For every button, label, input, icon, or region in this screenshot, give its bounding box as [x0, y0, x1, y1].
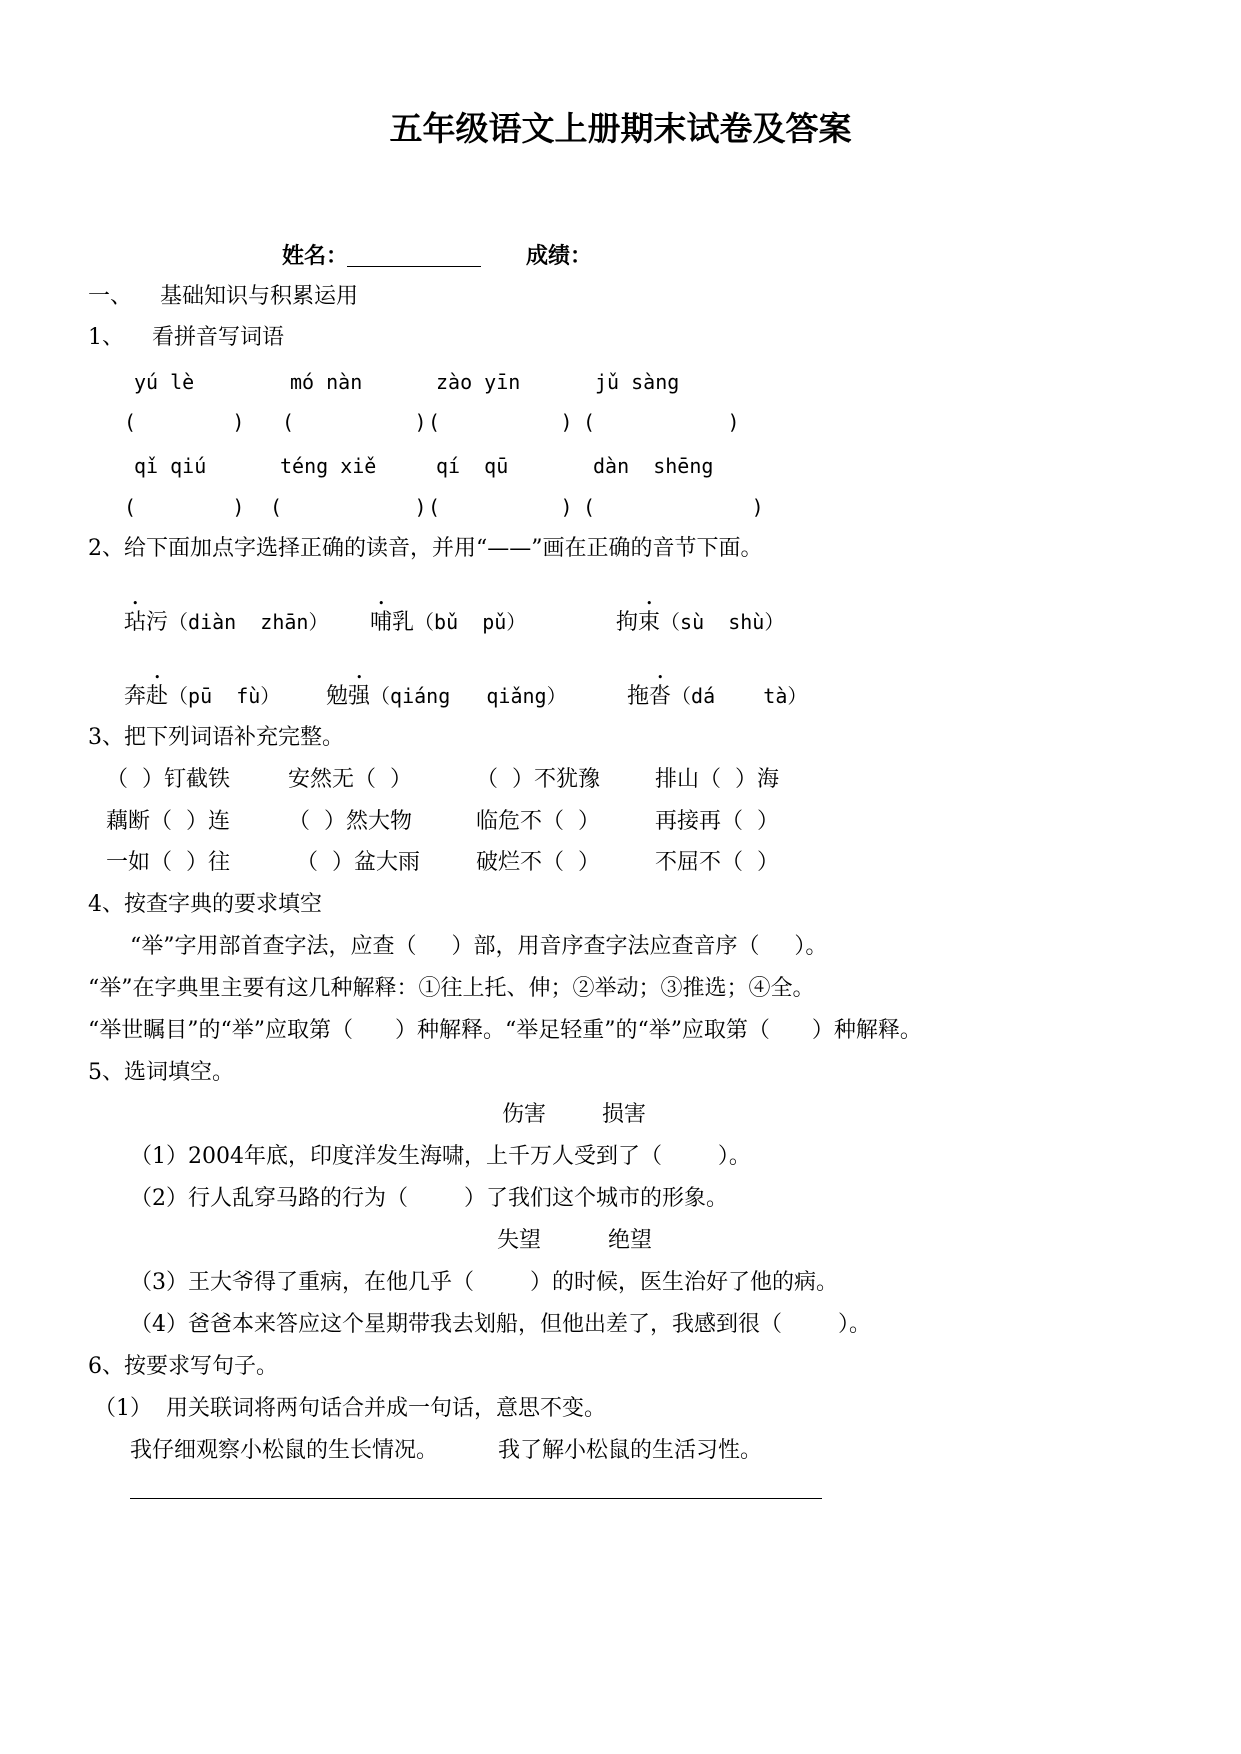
score-label: 成绩： [526, 243, 593, 269]
word-choice: 失望 [497, 1228, 542, 1253]
idiom: 藕断（ ）连 [106, 809, 230, 834]
idiom: 一如（ ）往 [106, 850, 230, 875]
idiom: （ ）不犹豫 [476, 767, 600, 792]
q2-label: 2、给下面加点字选择正确的读音，并用“——”画在正确的音节下面。 [88, 536, 763, 561]
idiom: 安然无（ ） [288, 767, 412, 792]
answer-paren[interactable]: ( ) [124, 410, 245, 434]
q4-label: 4、按查字典的要求填空 [88, 892, 322, 917]
pinyin: dàn shēng [593, 454, 714, 478]
idiom: （ ）然大物 [288, 809, 412, 834]
word-choice: 伤害 [502, 1102, 547, 1127]
q6-label: 6、按要求写句子。 [88, 1354, 278, 1379]
idiom: 不屈不（ ） [655, 850, 779, 875]
pinyin: qí qū [436, 454, 509, 478]
idiom: 再接再（ ） [655, 809, 779, 834]
q6-sentence: 我仔细观察小松鼠的生长情况。 [130, 1438, 439, 1463]
idiom: 破烂不（ ） [476, 850, 600, 875]
q2-item: 玷污（diàn zhān） [124, 610, 329, 635]
answer-paren[interactable]: ( ) [282, 410, 427, 434]
q1-label: 1、 看拼音写词语 [88, 325, 284, 350]
q5-sentence: （4）爸爸本来答应这个星期带我去划船，但他出差了，我感到很（ ）。 [130, 1312, 871, 1337]
word-choice: 损害 [602, 1102, 647, 1127]
q4-line: “举世瞩目”的“举”应取第（ ）种解释。“举足轻重”的“举”应取第（ ）种解释。 [88, 1018, 922, 1043]
q3-label: 3、把下列词语补充完整。 [88, 725, 344, 750]
q2-item: 奔赴（pū fù） [124, 684, 281, 709]
pinyin: zào yīn [436, 370, 521, 394]
answer-paren[interactable]: ( ) [428, 495, 573, 519]
page-title: 五年级语文上册期末试卷及答案 [389, 109, 852, 148]
q2-item: 哺乳（bǔ pǔ） [370, 610, 527, 635]
pinyin: mó nàn [290, 370, 363, 394]
q5-sentence: （3）王大爷得了重病，在他几乎（ ）的时候，医生治好了他的病。 [130, 1270, 838, 1295]
q6-sub: （1） 用关联词将两句话合并成一句话，意思不变。 [94, 1396, 606, 1421]
pinyin: qǐ qiú [134, 454, 207, 478]
answer-paren[interactable]: ( ) [124, 495, 245, 519]
word-choice: 绝望 [608, 1228, 653, 1253]
idiom: （ ）钉截铁 [106, 767, 230, 792]
name-blank[interactable] [347, 244, 481, 267]
answer-paren[interactable]: ( ) [583, 495, 764, 519]
section-heading: 一、 基础知识与积累运用 [88, 284, 358, 309]
q4-line: “举”字用部首查字法，应查（ ）部，用音序查字法应查音序（ ）。 [130, 934, 828, 959]
pinyin: téng xiě [280, 454, 377, 478]
q5-sentence: （2）行人乱穿马路的行为（ ）了我们这个城市的形象。 [130, 1186, 728, 1211]
q2-item: 拘束（sù shù） [616, 610, 785, 635]
pinyin: yú lè [134, 370, 195, 394]
name-label: 姓名： [282, 243, 349, 269]
q5-label: 5、选词填空。 [88, 1060, 234, 1085]
idiom: （ ）盆大雨 [296, 850, 420, 875]
q6-sentence: 我了解小松鼠的生活习性。 [498, 1438, 763, 1463]
answer-paren[interactable]: ( ) [583, 410, 740, 434]
q2-item: 勉强（qiáng qiǎng） [326, 684, 567, 709]
q2-item: 拖沓（dá tà） [627, 684, 808, 709]
answer-line[interactable] [130, 1498, 822, 1499]
answer-paren[interactable]: ( ) [270, 495, 427, 519]
idiom: 排山（ ）海 [655, 767, 779, 792]
idiom: 临危不（ ） [476, 809, 600, 834]
q4-line: “举”在字典里主要有这几种解释：①往上托、伸；②举动；③推选；④全。 [88, 976, 815, 1001]
answer-paren[interactable]: ( ) [428, 410, 573, 434]
pinyin: jǔ sàng [595, 370, 680, 394]
q5-sentence: （1）2004年底，印度洋发生海啸，上千万人受到了（ ）。 [130, 1144, 751, 1169]
